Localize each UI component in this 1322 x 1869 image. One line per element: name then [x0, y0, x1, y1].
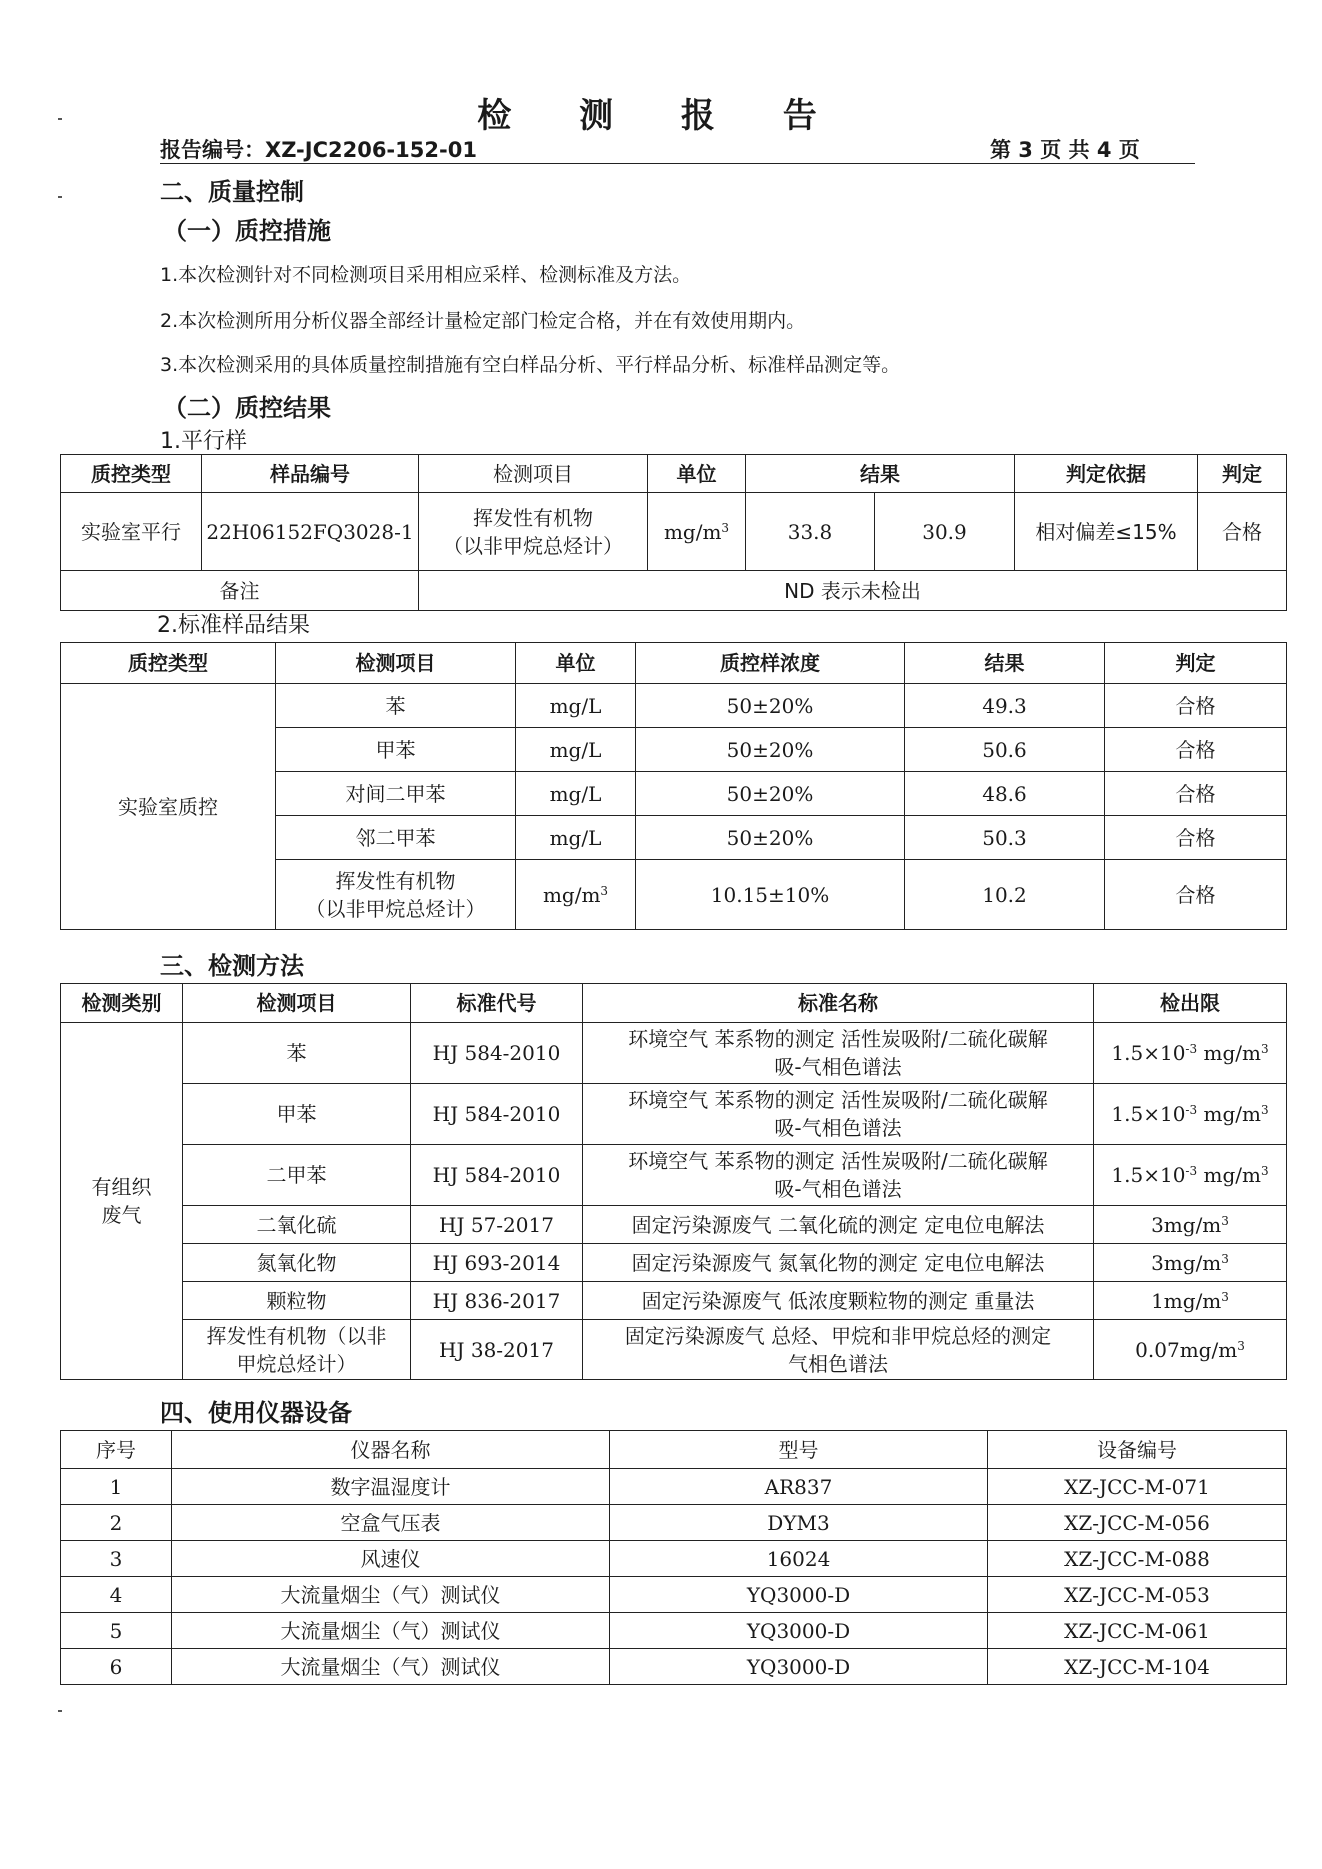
- unit-cell: [516, 860, 636, 930]
- concentration-cell: 10.15±10%: [636, 860, 905, 930]
- unit-superscript: 3: [600, 883, 609, 898]
- document-title: 检 测 报 告: [477, 96, 845, 136]
- standard-name-line: 气相色谱法: [788, 1351, 888, 1376]
- test-methods-table: [60, 983, 1287, 1380]
- category-line: 有组织: [91, 1175, 152, 1199]
- header-cell: 标准代号: [411, 984, 583, 1023]
- detection-limit-cell: [1094, 1244, 1287, 1282]
- category-cell: [61, 1023, 183, 1380]
- standard-name-cell: [583, 1084, 1094, 1145]
- header-cell: 样品编号: [202, 455, 419, 493]
- unit-superscript: 3: [1221, 1251, 1229, 1266]
- unit-superscript: 3: [1221, 1289, 1229, 1304]
- model-cell: YQ3000-D: [610, 1577, 988, 1613]
- section-heading-quality-control: 二、质量控制: [160, 178, 304, 206]
- test-item-cell: 颗粒物: [183, 1282, 411, 1320]
- section-heading-instruments: 四、使用仪器设备: [160, 1399, 352, 1427]
- header-cell: 质控类型: [61, 455, 202, 493]
- detection-limit-cell: [1094, 1023, 1287, 1084]
- header-cell: 单位: [648, 455, 746, 493]
- header-cell: 结果: [905, 643, 1105, 684]
- test-item-cell: 对间二甲苯: [276, 772, 516, 816]
- header-cell: 判定依据: [1015, 455, 1198, 493]
- subheading-qc-measures: （一）质控措施: [163, 217, 331, 245]
- index-cell: 3: [61, 1541, 172, 1577]
- standard-name-line: 环境空气 苯系物的测定 活性炭吸附/二硫化碳解: [628, 1027, 1048, 1051]
- table-header-row: [61, 1431, 1287, 1469]
- table-row: [61, 684, 1287, 728]
- limit-exponent: -3: [1185, 1164, 1198, 1178]
- equipment-id-cell: XZ-JCC-M-053: [988, 1577, 1287, 1613]
- header-cell: 判定: [1198, 455, 1287, 493]
- equipment-id-cell: XZ-JCC-M-061: [988, 1613, 1287, 1649]
- table-row: [61, 493, 1287, 571]
- unit-cell: mg/L: [516, 728, 636, 772]
- result-cell: 48.6: [905, 772, 1105, 816]
- table-row: [61, 1244, 1287, 1282]
- unit-superscript: 3: [1260, 1103, 1269, 1117]
- standard-name-cell: [583, 1023, 1094, 1084]
- test-item-cell: 苯: [183, 1023, 411, 1084]
- equipment-id-cell: XZ-JCC-M-104: [988, 1649, 1287, 1685]
- test-item-line: 甲烷总烃计）: [236, 1351, 357, 1376]
- header-cell: 检测类别: [61, 984, 183, 1023]
- test-item-cell: 二甲苯: [183, 1145, 411, 1206]
- test-item-cell: [419, 493, 648, 571]
- standard-name-line: 吸-气相色谱法: [774, 1116, 902, 1140]
- unit-cell: mg/L: [516, 772, 636, 816]
- equipment-id-cell: XZ-JCC-M-071: [988, 1469, 1287, 1505]
- result-cell: 50.3: [905, 816, 1105, 860]
- measure-3: 3.本次检测采用的具体质量控制措施有空白样品分析、平行样品分析、标准样品测定等。: [160, 354, 901, 376]
- unit-superscript: 3: [1260, 1042, 1269, 1056]
- standard-name-line: 吸-气相色谱法: [774, 1055, 902, 1079]
- detection-limit-cell: [1094, 1084, 1287, 1145]
- index-cell: 2: [61, 1505, 172, 1541]
- unit-superscript: 3: [1260, 1164, 1269, 1178]
- judgement-cell: 合格: [1105, 772, 1287, 816]
- instrument-name-cell: 空盒气压表: [172, 1505, 610, 1541]
- table-row: [61, 1469, 1287, 1505]
- result-cell: 49.3: [905, 684, 1105, 728]
- standard-code-cell: HJ 584-2010: [411, 1145, 583, 1206]
- standard-name-line: 吸-气相色谱法: [774, 1177, 902, 1201]
- subheading-qc-results: （二）质控结果: [163, 394, 331, 422]
- test-item-line: 挥发性有机物: [335, 868, 456, 893]
- test-item-cell: 甲苯: [183, 1084, 411, 1145]
- standard-name-cell: [583, 1320, 1094, 1380]
- limit-text: 1.5×10: [1111, 1163, 1186, 1187]
- standard-name-cell: [583, 1145, 1094, 1206]
- index-cell: 1: [61, 1469, 172, 1505]
- model-cell: YQ3000-D: [610, 1649, 988, 1685]
- table-row: [61, 1023, 1287, 1084]
- index-cell: 6: [61, 1649, 172, 1685]
- test-item-cell: 二氧化硫: [183, 1206, 411, 1244]
- limit-exponent: -3: [1185, 1042, 1198, 1056]
- result-cell: 33.8: [746, 493, 875, 571]
- instrument-name-cell: 大流量烟尘（气）测试仪: [172, 1577, 610, 1613]
- scan-mark: [58, 118, 62, 120]
- judgement-cell: 合格: [1105, 728, 1287, 772]
- table-header-row: [61, 984, 1287, 1023]
- sample-number-cell: 22H06152FQ3028-1: [202, 493, 419, 571]
- standard-name-line: 环境空气 苯系物的测定 活性炭吸附/二硫化碳解: [628, 1149, 1048, 1173]
- header-cell: 设备编号: [988, 1431, 1287, 1469]
- index-cell: 5: [61, 1613, 172, 1649]
- table-row: [61, 1505, 1287, 1541]
- remark-row: [61, 571, 1287, 611]
- limit-text: 1.5×10: [1111, 1041, 1186, 1065]
- header-cell: 检测项目: [276, 643, 516, 684]
- basis-cell: 相对偏差≤15%: [1015, 493, 1198, 571]
- standard-code-cell: HJ 836-2017: [411, 1282, 583, 1320]
- table-row: [61, 1206, 1287, 1244]
- model-cell: AR837: [610, 1469, 988, 1505]
- detection-limit-cell: [1094, 1145, 1287, 1206]
- unit-cell: [648, 493, 746, 571]
- detection-limit-cell: [1094, 1320, 1287, 1380]
- header-rule: [160, 163, 1195, 164]
- scan-mark: [58, 196, 62, 198]
- header-cell: 质控样浓度: [636, 643, 905, 684]
- header-cell: 检测项目: [183, 984, 411, 1023]
- header-cell: 质控类型: [61, 643, 276, 684]
- qc-type-cell: 实验室质控: [61, 684, 276, 930]
- page-info: 第 3 页 共 4 页: [990, 138, 1140, 162]
- table-row: [61, 1649, 1287, 1685]
- standard-name-line: 环境空气 苯系物的测定 活性炭吸附/二硫化碳解: [628, 1088, 1048, 1112]
- unit-superscript: 3: [1237, 1338, 1245, 1353]
- parallel-sample-label: 1.平行样: [160, 429, 247, 454]
- header-cell: 检测项目: [419, 455, 648, 493]
- header-cell: 型号: [610, 1431, 988, 1469]
- standard-code-cell: HJ 38-2017: [411, 1320, 583, 1380]
- header-cell: 仪器名称: [172, 1431, 610, 1469]
- table-row: [61, 1541, 1287, 1577]
- unit-cell: mg/L: [516, 816, 636, 860]
- detection-limit-cell: [1094, 1282, 1287, 1320]
- instrument-name-cell: 数字温湿度计: [172, 1469, 610, 1505]
- table-row: [61, 1577, 1287, 1613]
- standard-code-cell: HJ 584-2010: [411, 1023, 583, 1084]
- test-item-cell: 邻二甲苯: [276, 816, 516, 860]
- model-cell: 16024: [610, 1541, 988, 1577]
- header-cell: 单位: [516, 643, 636, 684]
- remark-value: ND 表示未检出: [419, 571, 1287, 611]
- concentration-cell: 50±20%: [636, 772, 905, 816]
- index-cell: 4: [61, 1577, 172, 1613]
- standard-name-cell: 固定污染源废气 氮氧化物的测定 定电位电解法: [583, 1244, 1094, 1282]
- standard-sample-table: [60, 642, 1287, 930]
- concentration-cell: 50±20%: [636, 816, 905, 860]
- report-number: 报告编号：XZ-JC2206-152-01: [160, 138, 477, 162]
- judgement-cell: 合格: [1105, 684, 1287, 728]
- table-row: [61, 1145, 1287, 1206]
- unit-text: mg/m: [542, 882, 601, 907]
- measure-2: 2.本次检测所用分析仪器全部经计量检定部门检定合格，并在有效使用期内。: [160, 310, 806, 332]
- standard-code-cell: HJ 584-2010: [411, 1084, 583, 1145]
- header-cell: 结果: [746, 455, 1015, 493]
- header-cell: 序号: [61, 1431, 172, 1469]
- model-cell: YQ3000-D: [610, 1613, 988, 1649]
- instruments-table: [60, 1430, 1287, 1685]
- model-cell: DYM3: [610, 1505, 988, 1541]
- standard-name-line: 固定污染源废气 总烃、甲烷和非甲烷总烃的测定: [624, 1323, 1052, 1348]
- limit-exponent: -3: [1185, 1103, 1198, 1117]
- concentration-cell: 50±20%: [636, 684, 905, 728]
- remark-label: 备注: [61, 571, 419, 611]
- standard-name-cell: 固定污染源废气 低浓度颗粒物的测定 重量法: [583, 1282, 1094, 1320]
- standard-code-cell: HJ 57-2017: [411, 1206, 583, 1244]
- limit-unit: mg/m: [1197, 1041, 1261, 1065]
- category-line: 废气: [101, 1203, 142, 1227]
- section-heading-test-methods: 三、检测方法: [160, 952, 304, 980]
- table-header-row: [61, 643, 1287, 684]
- test-item-cell: 苯: [276, 684, 516, 728]
- equipment-id-cell: XZ-JCC-M-088: [988, 1541, 1287, 1577]
- test-item-line: 挥发性有机物: [473, 505, 593, 530]
- header-cell: 判定: [1105, 643, 1287, 684]
- test-item-cell: [276, 860, 516, 930]
- unit-superscript: 3: [1221, 1213, 1229, 1228]
- limit-text: 0.07mg/m: [1135, 1337, 1238, 1362]
- instrument-name-cell: 大流量烟尘（气）测试仪: [172, 1649, 610, 1685]
- unit-text: mg/m: [663, 519, 722, 544]
- table-row: [61, 1320, 1287, 1380]
- detection-limit-cell: [1094, 1206, 1287, 1244]
- equipment-id-cell: XZ-JCC-M-056: [988, 1505, 1287, 1541]
- table-header-row: [61, 455, 1287, 493]
- standard-name-cell: 固定污染源废气 二氧化硫的测定 定电位电解法: [583, 1206, 1094, 1244]
- limit-text: 1mg/m: [1151, 1288, 1222, 1313]
- parallel-sample-table: [60, 454, 1287, 611]
- result-cell: 10.2: [905, 860, 1105, 930]
- table-row: [61, 1084, 1287, 1145]
- standard-code-cell: HJ 693-2014: [411, 1244, 583, 1282]
- result-cell: 30.9: [875, 493, 1015, 571]
- test-item-line: 挥发性有机物（以非: [206, 1323, 387, 1348]
- limit-text: 3mg/m: [1151, 1250, 1222, 1275]
- judgement-cell: 合格: [1105, 816, 1287, 860]
- limit-text: 3mg/m: [1151, 1212, 1222, 1237]
- table-row: [61, 1613, 1287, 1649]
- limit-unit: mg/m: [1197, 1102, 1261, 1126]
- scan-mark: [58, 1710, 62, 1712]
- instrument-name-cell: 风速仪: [172, 1541, 610, 1577]
- standard-sample-label: 2.标准样品结果: [157, 613, 310, 638]
- instrument-name-cell: 大流量烟尘（气）测试仪: [172, 1613, 610, 1649]
- limit-text: 1.5×10: [1111, 1102, 1186, 1126]
- limit-unit: mg/m: [1197, 1163, 1261, 1187]
- qc-type-cell: 实验室平行: [61, 493, 202, 571]
- result-cell: 50.6: [905, 728, 1105, 772]
- test-item-cell: 氮氧化物: [183, 1244, 411, 1282]
- unit-cell: mg/L: [516, 684, 636, 728]
- test-item-line: （以非甲烷总烃计）: [305, 896, 486, 921]
- test-item-cell: [183, 1320, 411, 1380]
- judgement-cell: 合格: [1105, 860, 1287, 930]
- unit-superscript: 3: [721, 520, 730, 535]
- concentration-cell: 50±20%: [636, 728, 905, 772]
- test-item-cell: 甲苯: [276, 728, 516, 772]
- table-row: [61, 1282, 1287, 1320]
- header-cell: 检出限: [1094, 984, 1287, 1023]
- measure-1: 1.本次检测针对不同检测项目采用相应采样、检测标准及方法。: [160, 264, 692, 286]
- header-cell: 标准名称: [583, 984, 1094, 1023]
- judgement-cell: 合格: [1198, 493, 1287, 571]
- test-item-line: （以非甲烷总烃计）: [443, 533, 623, 558]
